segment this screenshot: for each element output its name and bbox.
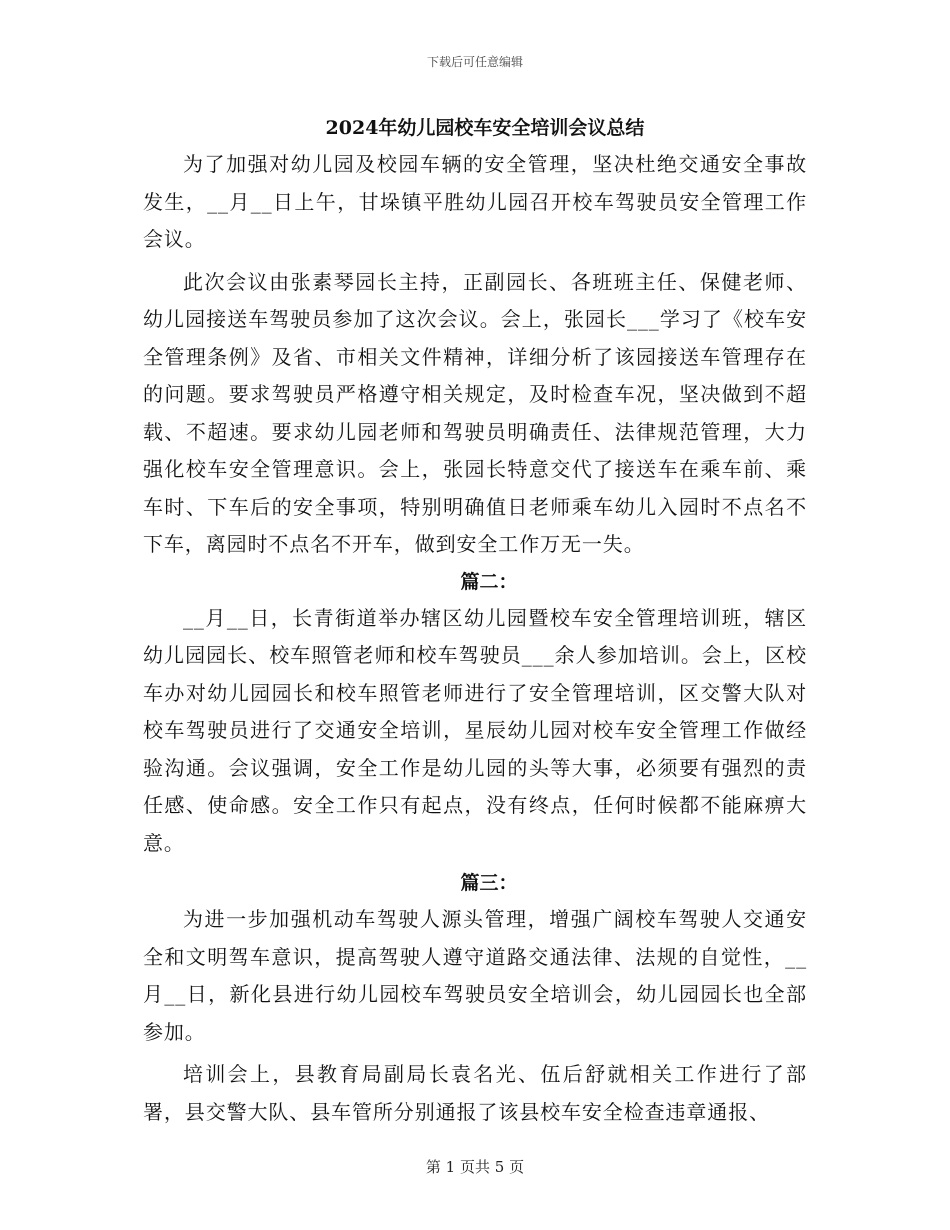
paragraph: 此次会议由张素琴园长主持，正副园长、各班班主任、保健老师、幼儿园接送车驾驶员参加了这次会议。会上，张园长___学习了《校车安全管理条例》及省、市相关文件精神，详细分析了该园接送车管理存在的问题。要求驾驶员严格遵守相关规定，及时检查车况，坚决做到不超载、不超速。要求幼儿园老师和驾驶员明确责任、法律规范管理，大力强化校车安全管理意识。会上，张园长特意交代了接送车在乘车前、乘车时、下车后的安全事项，特别明确值日老师乘车幼儿入园时不点名不下车，离园时不点名不开车，做到安全工作万无一失。: [143, 269, 807, 556]
paragraph: __月__日，长青街道举办辖区幼儿园暨校车安全管理培训班，辖区幼儿园园长、校车照管老师和校车驾驶员___余人参加培训。会上，区校车办对幼儿园园长和校车照管老师进行了安全管理培训，区交警大队对校车驾驶员进行了交通安全培训，星辰幼儿园对校车安全管理工作做经验沟通。会议强调，安全工作是幼儿园的头等大事，必须要有强烈的责任感、使命感。安全工作只有起点，没有终点，任何时候都不能麻痹大意。: [143, 605, 807, 855]
page-header: 下载后可任意编辑: [426, 55, 523, 69]
document-title: 2024年幼儿园校车安全培训会议总结: [325, 117, 645, 139]
page-footer: 第 1 页共 5 页: [425, 1158, 525, 1176]
paragraph: 为了加强对幼儿园及校园车辆的安全管理，坚决杜绝交通安全事故发生，__月__日上午，甘垛镇平胜幼儿园召开校车驾驶员安全管理工作会议。: [143, 152, 807, 251]
paragraph: 为进一步加强机动车驾驶人源头管理，增强广阔校车驾驶人交通安全和文明驾车意识，提高驾驶人遵守道路交通法律、法规的自觉性，__月__日，新化县进行幼儿园校车驾驶员安全培训会，幼儿园园长也全部参加。: [143, 907, 807, 1044]
document-body: [143, 110, 807, 1131]
paragraph: 培训会上，县教育局副局长袁名光、伍后舒就相关工作进行了部署，县交警大队、县车管所分别通报了该县校车安全检查违章通报、: [143, 1062, 807, 1124]
section-heading-3: 篇三：: [460, 872, 518, 894]
section-heading-2: 篇二：: [460, 570, 518, 593]
